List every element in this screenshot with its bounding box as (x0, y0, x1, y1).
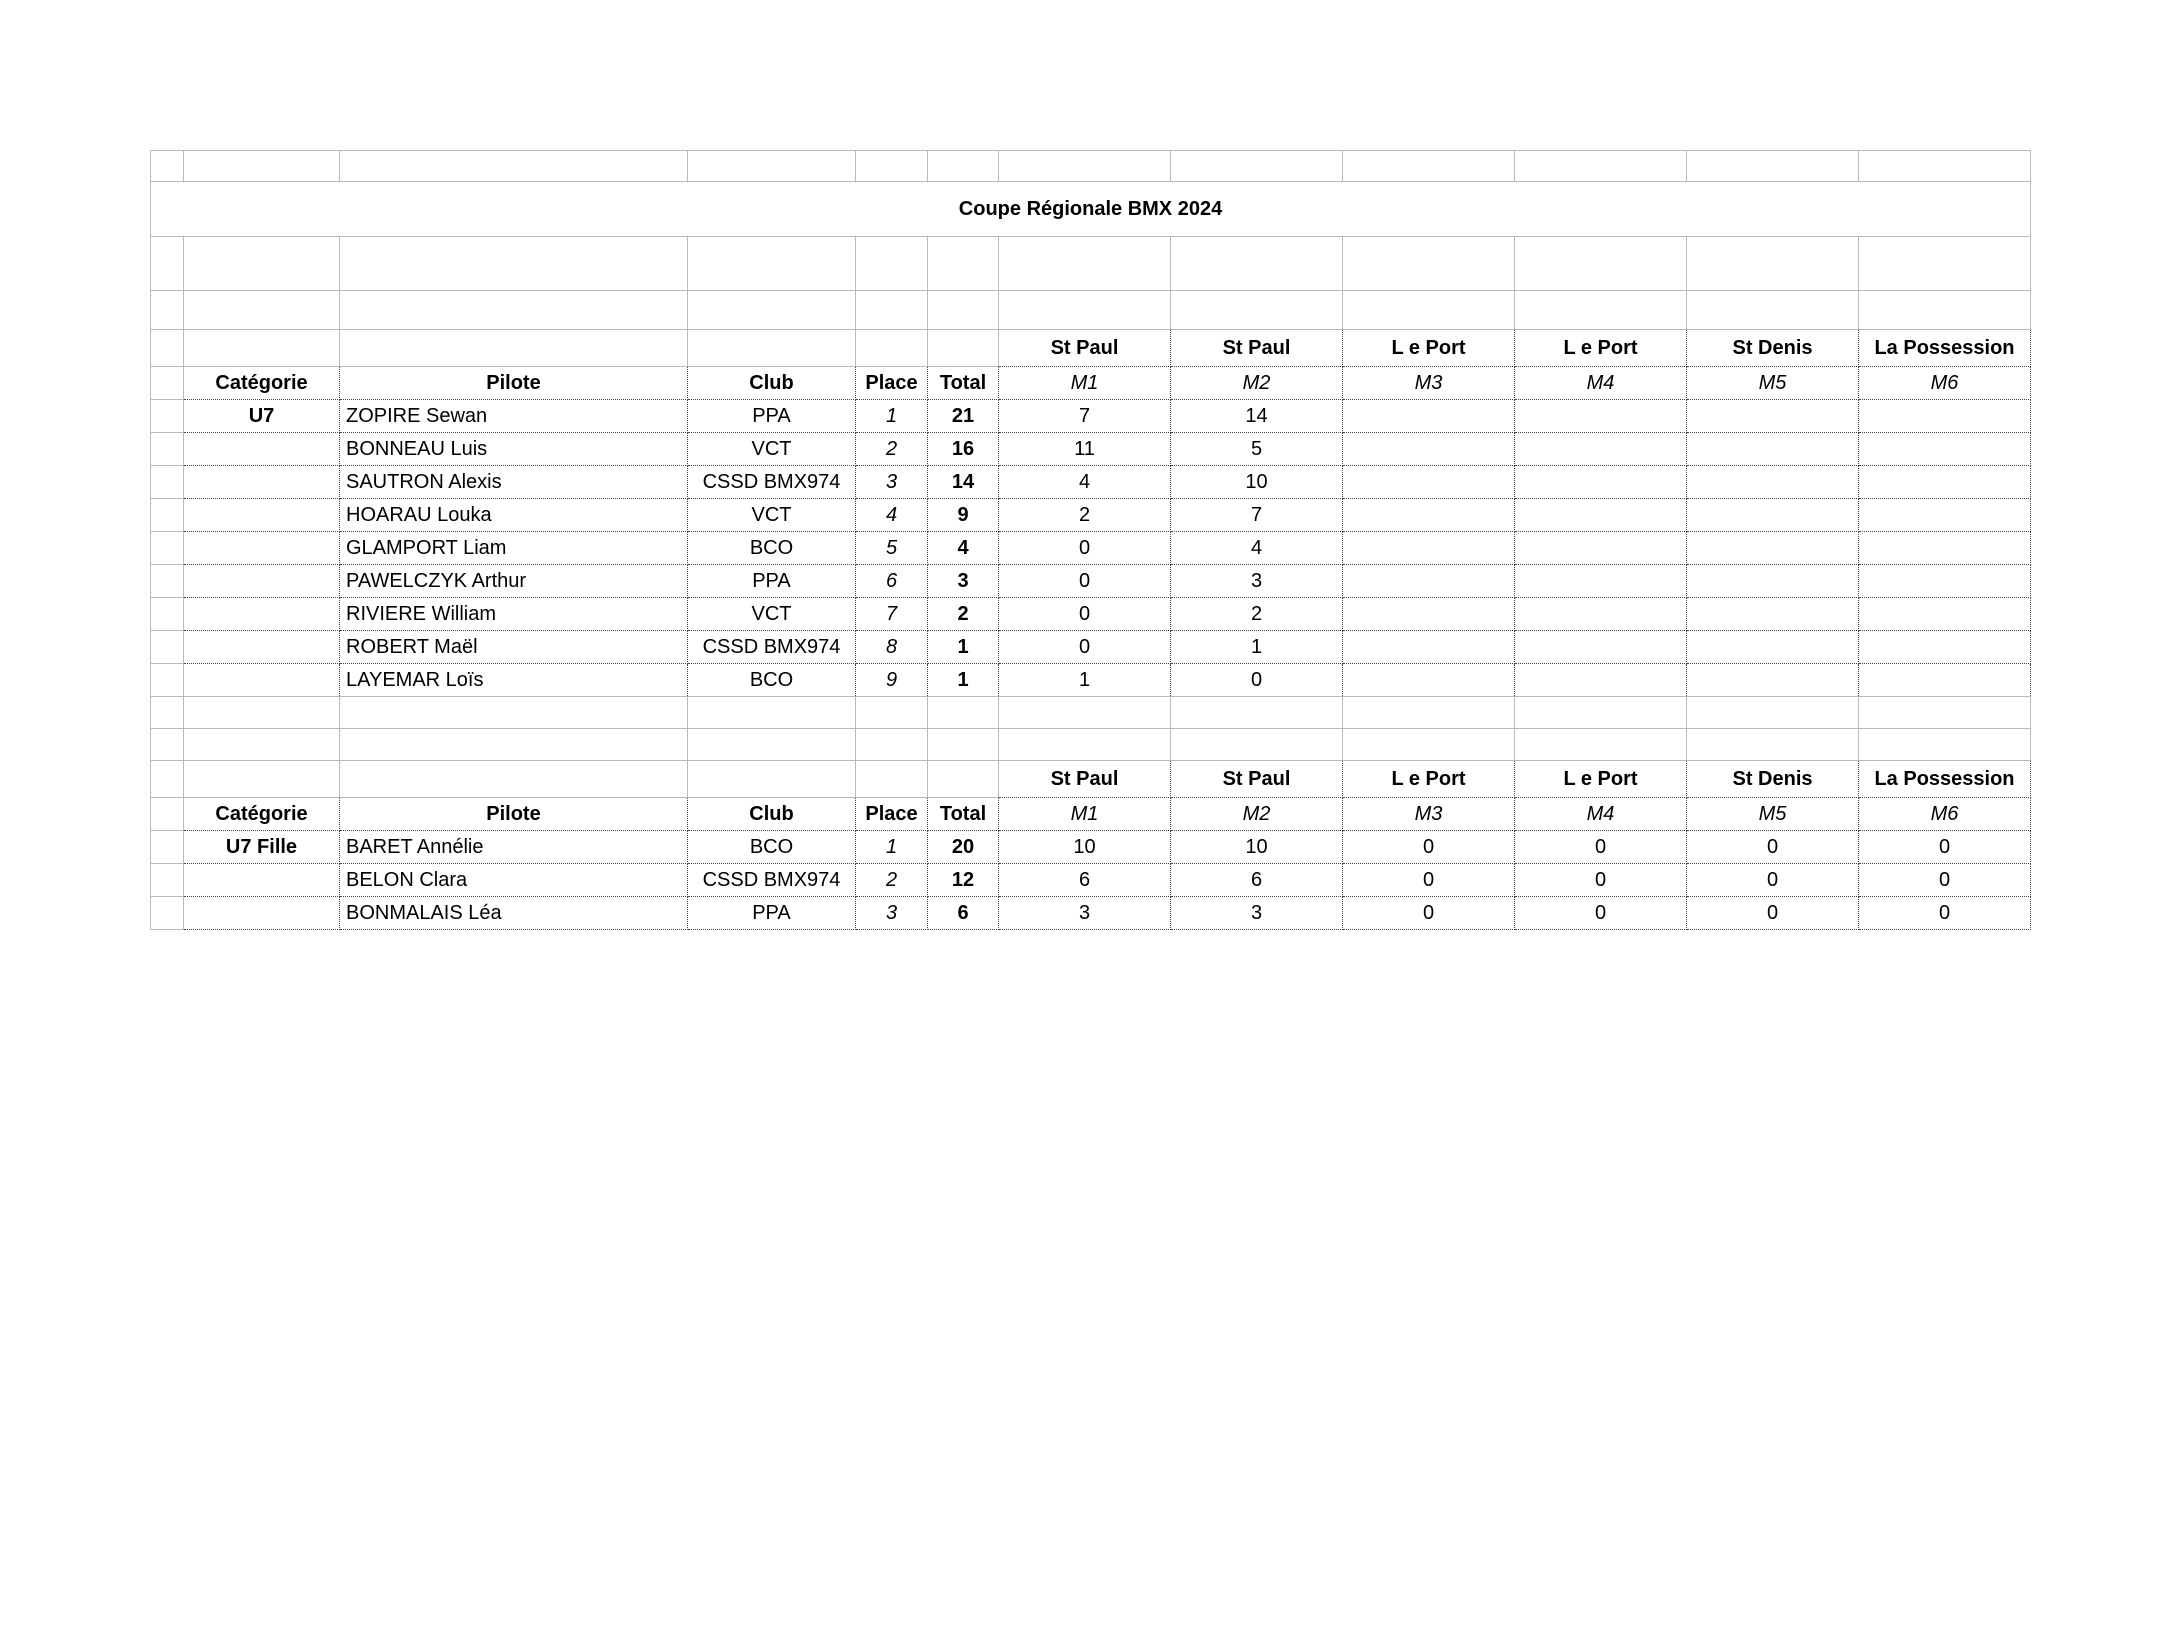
header-manche[interactable]: M6 (1859, 367, 2031, 400)
cell[interactable] (1859, 729, 2031, 761)
score-cell[interactable] (1687, 598, 1859, 631)
total-cell[interactable]: 6 (928, 897, 999, 930)
header-manche[interactable]: M2 (1171, 367, 1343, 400)
score-cell[interactable]: 1 (1171, 631, 1343, 664)
page-title: Coupe Régionale BMX 2024 (151, 182, 2031, 237)
cell[interactable] (184, 151, 340, 182)
place-cell[interactable]: 4 (856, 499, 928, 532)
cell[interactable] (856, 330, 928, 367)
header-manche[interactable]: M4 (1515, 798, 1687, 831)
score-cell[interactable]: 2 (1171, 598, 1343, 631)
score-cell[interactable] (1687, 499, 1859, 532)
header-total[interactable]: Total (928, 798, 999, 831)
score-cell[interactable]: 2 (999, 499, 1171, 532)
cell[interactable] (928, 237, 999, 291)
cell[interactable] (688, 729, 856, 761)
cell[interactable] (151, 761, 184, 798)
score-cell[interactable] (1343, 598, 1515, 631)
score-cell[interactable]: 11 (999, 433, 1171, 466)
score-cell[interactable] (1859, 664, 2031, 697)
score-cell[interactable] (1515, 565, 1687, 598)
table-row (151, 532, 2031, 565)
score-cell[interactable] (1343, 499, 1515, 532)
total-cell[interactable]: 1 (928, 631, 999, 664)
pilote-cell[interactable]: BONMALAIS Léa (340, 897, 688, 930)
header-total[interactable]: Total (928, 367, 999, 400)
cell[interactable] (340, 729, 688, 761)
cell[interactable] (856, 697, 928, 729)
header-pilote[interactable]: Pilote (340, 367, 688, 400)
empty-row (151, 729, 2031, 761)
venue-header[interactable]: La Possession (1859, 761, 2031, 798)
cell[interactable] (184, 237, 340, 291)
score-cell[interactable]: 0 (1515, 864, 1687, 897)
table-row (151, 466, 2031, 499)
score-cell[interactable] (1687, 664, 1859, 697)
cell[interactable] (1687, 237, 1859, 291)
club-cell[interactable]: BCO (688, 831, 856, 864)
pilote-cell[interactable]: LAYEMAR Loïs (340, 664, 688, 697)
cell[interactable] (856, 761, 928, 798)
score-cell[interactable]: 7 (1171, 499, 1343, 532)
total-cell[interactable]: 9 (928, 499, 999, 532)
place-cell[interactable]: 6 (856, 565, 928, 598)
place-cell[interactable]: 1 (856, 831, 928, 864)
cell[interactable] (340, 761, 688, 798)
score-cell[interactable]: 0 (999, 532, 1171, 565)
table-row (151, 598, 2031, 631)
score-cell[interactable]: 0 (1171, 664, 1343, 697)
category-cell[interactable] (184, 897, 340, 930)
cell[interactable] (1343, 237, 1515, 291)
cell[interactable] (928, 761, 999, 798)
cell[interactable] (151, 897, 184, 930)
total-cell[interactable]: 3 (928, 565, 999, 598)
score-cell[interactable]: 0 (1343, 897, 1515, 930)
table-row (151, 499, 2031, 532)
place-cell[interactable]: 9 (856, 664, 928, 697)
cell[interactable] (151, 499, 184, 532)
empty-row (151, 151, 2031, 182)
category-cell[interactable] (184, 466, 340, 499)
cell[interactable] (688, 330, 856, 367)
cell[interactable] (999, 729, 1171, 761)
header-manche[interactable]: M1 (999, 798, 1171, 831)
score-cell[interactable]: 0 (1343, 831, 1515, 864)
cell[interactable] (151, 598, 184, 631)
header-manche[interactable]: M5 (1687, 798, 1859, 831)
header-place[interactable]: Place (856, 798, 928, 831)
pilote-cell[interactable]: BELON Clara (340, 864, 688, 897)
score-cell[interactable] (1515, 631, 1687, 664)
cell[interactable] (1515, 151, 1687, 182)
table-row (151, 831, 2031, 864)
score-cell[interactable] (1343, 466, 1515, 499)
cell[interactable] (1687, 151, 1859, 182)
cell[interactable] (151, 151, 184, 182)
cell[interactable] (1171, 291, 1343, 330)
venue-header[interactable]: L e Port (1343, 330, 1515, 367)
score-cell[interactable] (1515, 598, 1687, 631)
header-manche[interactable]: M3 (1343, 798, 1515, 831)
total-cell[interactable]: 21 (928, 400, 999, 433)
cell[interactable] (151, 864, 184, 897)
total-cell[interactable]: 16 (928, 433, 999, 466)
category-cell[interactable] (184, 532, 340, 565)
place-cell[interactable]: 1 (856, 400, 928, 433)
score-cell[interactable]: 0 (999, 565, 1171, 598)
table-row (151, 897, 2031, 930)
cell[interactable] (184, 729, 340, 761)
total-cell[interactable]: 4 (928, 532, 999, 565)
score-cell[interactable]: 4 (1171, 532, 1343, 565)
header-place[interactable]: Place (856, 367, 928, 400)
category-label[interactable]: U7 (184, 400, 340, 433)
score-cell[interactable] (1687, 433, 1859, 466)
score-cell[interactable] (1515, 499, 1687, 532)
cell[interactable] (151, 664, 184, 697)
total-cell[interactable]: 2 (928, 598, 999, 631)
score-cell[interactable]: 3 (1171, 565, 1343, 598)
venue-header[interactable]: St Denis (1687, 330, 1859, 367)
category-cell[interactable] (184, 598, 340, 631)
cell[interactable] (999, 237, 1171, 291)
score-cell[interactable] (1859, 565, 2031, 598)
total-cell[interactable]: 1 (928, 664, 999, 697)
cell[interactable] (151, 291, 184, 330)
venue-header[interactable]: St Paul (999, 761, 1171, 798)
category-cell[interactable] (184, 864, 340, 897)
score-cell[interactable] (1859, 532, 2031, 565)
cell[interactable] (151, 466, 184, 499)
cell[interactable] (856, 237, 928, 291)
empty-row (151, 697, 2031, 729)
cell[interactable] (999, 291, 1171, 330)
cell[interactable] (688, 237, 856, 291)
cell[interactable] (999, 151, 1171, 182)
header-manche[interactable]: M6 (1859, 798, 2031, 831)
cell[interactable] (1515, 237, 1687, 291)
place-cell[interactable]: 3 (856, 897, 928, 930)
score-cell[interactable]: 5 (1171, 433, 1343, 466)
place-cell[interactable]: 3 (856, 466, 928, 499)
venue-row (151, 761, 2031, 798)
venue-header[interactable]: La Possession (1859, 330, 2031, 367)
pilote-cell[interactable]: GLAMPORT Liam (340, 532, 688, 565)
venue-header[interactable]: St Paul (1171, 330, 1343, 367)
cell[interactable] (928, 151, 999, 182)
header-club[interactable]: Club (688, 798, 856, 831)
score-cell[interactable] (1515, 433, 1687, 466)
results-table (150, 150, 2031, 930)
club-cell[interactable]: CSSD BMX974 (688, 466, 856, 499)
header-manche[interactable]: M3 (1343, 367, 1515, 400)
cell[interactable] (1687, 291, 1859, 330)
cell[interactable] (1171, 729, 1343, 761)
table-row (151, 400, 2031, 433)
score-cell[interactable]: 3 (999, 897, 1171, 930)
score-cell[interactable] (1859, 598, 2031, 631)
score-cell[interactable]: 10 (1171, 466, 1343, 499)
score-cell[interactable] (1687, 532, 1859, 565)
score-cell[interactable] (1687, 400, 1859, 433)
score-cell[interactable]: 0 (999, 631, 1171, 664)
cell[interactable] (856, 291, 928, 330)
cell[interactable] (151, 798, 184, 831)
pilote-cell[interactable]: HOARAU Louka (340, 499, 688, 532)
place-cell[interactable]: 7 (856, 598, 928, 631)
cell[interactable] (688, 697, 856, 729)
cell[interactable] (151, 831, 184, 864)
cell[interactable] (184, 761, 340, 798)
total-cell[interactable]: 20 (928, 831, 999, 864)
score-cell[interactable]: 10 (999, 831, 1171, 864)
score-cell[interactable] (1687, 565, 1859, 598)
pilote-cell[interactable]: ZOPIRE Sewan (340, 400, 688, 433)
results-table-body (151, 151, 2031, 930)
score-cell[interactable] (1859, 631, 2031, 664)
cell[interactable] (340, 697, 688, 729)
pilote-cell[interactable]: BARET Annélie (340, 831, 688, 864)
cell[interactable] (1859, 697, 2031, 729)
place-cell[interactable]: 8 (856, 631, 928, 664)
score-cell[interactable]: 6 (999, 864, 1171, 897)
cell[interactable] (928, 697, 999, 729)
empty-row (151, 237, 2031, 291)
place-cell[interactable]: 2 (856, 433, 928, 466)
score-cell[interactable] (1687, 631, 1859, 664)
place-cell[interactable]: 2 (856, 864, 928, 897)
cell[interactable] (340, 330, 688, 367)
pilote-cell[interactable]: BONNEAU Luis (340, 433, 688, 466)
score-cell[interactable]: 1 (999, 664, 1171, 697)
cell[interactable] (1859, 291, 2031, 330)
cell[interactable] (1687, 697, 1859, 729)
cell[interactable] (1859, 237, 2031, 291)
cell[interactable] (1515, 697, 1687, 729)
score-cell[interactable] (1343, 433, 1515, 466)
cell[interactable] (184, 330, 340, 367)
club-cell[interactable]: VCT (688, 598, 856, 631)
header-pilote[interactable]: Pilote (340, 798, 688, 831)
category-cell[interactable] (184, 499, 340, 532)
cell[interactable] (1343, 729, 1515, 761)
venue-header[interactable]: St Paul (1171, 761, 1343, 798)
category-cell[interactable] (184, 433, 340, 466)
table-row (151, 433, 2031, 466)
total-cell[interactable]: 12 (928, 864, 999, 897)
score-cell[interactable] (1515, 664, 1687, 697)
cell[interactable] (1515, 729, 1687, 761)
cell[interactable] (1859, 151, 2031, 182)
score-cell[interactable]: 10 (1171, 831, 1343, 864)
cell[interactable] (688, 151, 856, 182)
score-cell[interactable] (1859, 400, 2031, 433)
venue-header[interactable]: L e Port (1515, 330, 1687, 367)
cell[interactable] (151, 330, 184, 367)
cell[interactable] (340, 237, 688, 291)
cell[interactable] (151, 697, 184, 729)
column-header-row (151, 367, 2031, 400)
cell[interactable] (1515, 291, 1687, 330)
cell[interactable] (1171, 151, 1343, 182)
club-cell[interactable]: BCO (688, 532, 856, 565)
score-cell[interactable] (1515, 400, 1687, 433)
pilote-cell[interactable]: PAWELCZYK Arthur (340, 565, 688, 598)
category-cell[interactable] (184, 565, 340, 598)
cell[interactable] (151, 400, 184, 433)
cell[interactable] (184, 291, 340, 330)
club-cell[interactable]: VCT (688, 433, 856, 466)
category-cell[interactable] (184, 631, 340, 664)
venue-header[interactable]: St Paul (999, 330, 1171, 367)
cell[interactable] (1343, 151, 1515, 182)
score-cell[interactable]: 0 (1515, 831, 1687, 864)
score-cell[interactable]: 0 (1687, 831, 1859, 864)
column-header-row (151, 798, 2031, 831)
cell[interactable] (928, 729, 999, 761)
cell[interactable] (151, 729, 184, 761)
venue-row (151, 330, 2031, 367)
score-cell[interactable]: 0 (999, 598, 1171, 631)
cell[interactable] (184, 697, 340, 729)
score-cell[interactable]: 0 (1687, 864, 1859, 897)
header-manche[interactable]: M4 (1515, 367, 1687, 400)
header-manche[interactable]: M1 (999, 367, 1171, 400)
empty-row (151, 291, 2031, 330)
header-categorie[interactable]: Catégorie (184, 798, 340, 831)
table-row (151, 631, 2031, 664)
cell[interactable] (1171, 697, 1343, 729)
score-cell[interactable] (1343, 532, 1515, 565)
cell[interactable] (340, 291, 688, 330)
cell[interactable] (999, 697, 1171, 729)
cell[interactable] (340, 151, 688, 182)
club-cell[interactable]: VCT (688, 499, 856, 532)
score-cell[interactable]: 0 (1859, 864, 2031, 897)
cell[interactable] (1343, 697, 1515, 729)
venue-header[interactable]: L e Port (1515, 761, 1687, 798)
score-cell[interactable] (1687, 466, 1859, 499)
venue-header[interactable]: St Denis (1687, 761, 1859, 798)
table-row (151, 664, 2031, 697)
header-categorie[interactable]: Catégorie (184, 367, 340, 400)
score-cell[interactable]: 0 (1343, 864, 1515, 897)
cell[interactable] (151, 565, 184, 598)
score-cell[interactable] (1343, 400, 1515, 433)
score-cell[interactable] (1343, 664, 1515, 697)
score-cell[interactable] (1343, 631, 1515, 664)
score-cell[interactable]: 7 (999, 400, 1171, 433)
cell[interactable] (151, 631, 184, 664)
score-cell[interactable] (1343, 565, 1515, 598)
cell[interactable] (688, 291, 856, 330)
pilote-cell[interactable]: ROBERT Maël (340, 631, 688, 664)
score-cell[interactable]: 0 (1859, 897, 2031, 930)
title-row (151, 182, 2031, 237)
category-label[interactable]: U7 Fille (184, 831, 340, 864)
place-cell[interactable]: 5 (856, 532, 928, 565)
header-manche[interactable]: M5 (1687, 367, 1859, 400)
score-cell[interactable] (1515, 532, 1687, 565)
cell[interactable] (928, 291, 999, 330)
score-cell[interactable] (1859, 499, 2031, 532)
cell[interactable] (151, 367, 184, 400)
cell[interactable] (1343, 291, 1515, 330)
pilote-cell[interactable]: SAUTRON Alexis (340, 466, 688, 499)
score-cell[interactable]: 6 (1171, 864, 1343, 897)
cell[interactable] (151, 532, 184, 565)
cell[interactable] (1171, 237, 1343, 291)
pilote-cell[interactable]: RIVIERE William (340, 598, 688, 631)
score-cell[interactable]: 0 (1515, 897, 1687, 930)
header-manche[interactable]: M2 (1171, 798, 1343, 831)
score-cell[interactable]: 3 (1171, 897, 1343, 930)
score-cell[interactable]: 0 (1859, 831, 2031, 864)
club-cell[interactable]: CSSD BMX974 (688, 631, 856, 664)
table-row (151, 864, 2031, 897)
score-cell[interactable]: 0 (1687, 897, 1859, 930)
club-cell[interactable]: PPA (688, 400, 856, 433)
cell[interactable] (856, 151, 928, 182)
club-cell[interactable]: PPA (688, 565, 856, 598)
club-cell[interactable]: BCO (688, 664, 856, 697)
cell[interactable] (928, 330, 999, 367)
cell[interactable] (151, 433, 184, 466)
score-cell[interactable] (1515, 466, 1687, 499)
score-cell[interactable] (1859, 433, 2031, 466)
cell[interactable] (151, 237, 184, 291)
table-row (151, 565, 2031, 598)
cell[interactable] (856, 729, 928, 761)
score-cell[interactable] (1859, 466, 2031, 499)
category-cell[interactable] (184, 664, 340, 697)
club-cell[interactable]: PPA (688, 897, 856, 930)
venue-header[interactable]: L e Port (1343, 761, 1515, 798)
score-cell[interactable]: 14 (1171, 400, 1343, 433)
score-cell[interactable]: 4 (999, 466, 1171, 499)
total-cell[interactable]: 14 (928, 466, 999, 499)
cell[interactable] (1687, 729, 1859, 761)
cell[interactable] (688, 761, 856, 798)
club-cell[interactable]: CSSD BMX974 (688, 864, 856, 897)
header-club[interactable]: Club (688, 367, 856, 400)
